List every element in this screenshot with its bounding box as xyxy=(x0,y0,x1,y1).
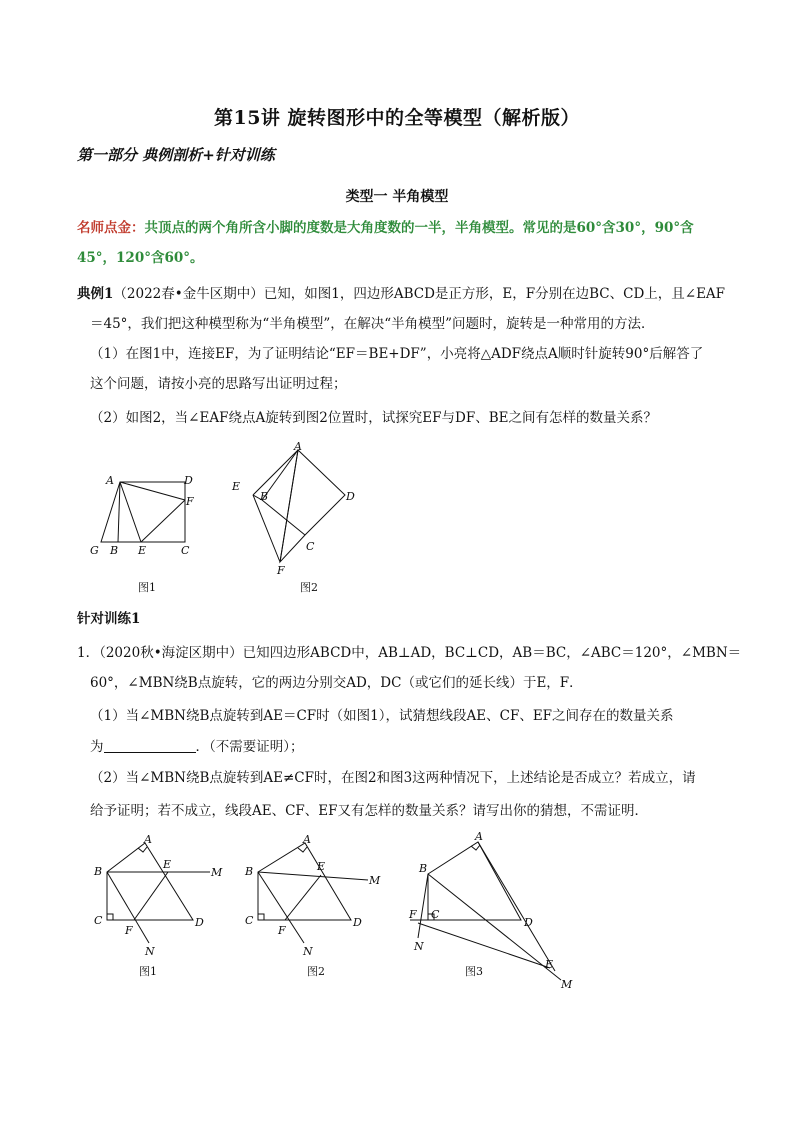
problem1-text-6: 给予证明；若不成立，线段AE、CF、EF又有怎样的数量关系？请写出你的猜想，不需证明． xyxy=(90,803,649,819)
example1-text-3: （1）在图1中，连接EF，为了证明结论“EF＝BE+DF”，小亮将△ADF绕点A顺时针旋转90°后解答了 xyxy=(90,346,704,362)
example1-line-1 xyxy=(77,284,725,304)
fig2-segment-ae xyxy=(253,450,298,495)
problem-fig1 xyxy=(93,833,223,978)
p-fig1-label-m: M xyxy=(211,866,223,879)
p-fig3-quadrilateral xyxy=(428,842,521,920)
example1-text-1: （2022春•金牛区期中）已知，如图1，四边形ABCD是正方形，E，F分别在边BC、CD上，且∠EAF xyxy=(113,286,726,302)
fig1-label-c: C xyxy=(181,544,190,557)
example-fig1 xyxy=(90,474,194,594)
problem1-text-1: 1．（2020秋•海淀区期中）已知四边形ABCD中，AB⊥AD，BC⊥CD，AB＝BC，∠ABC＝120°，∠MBN＝ xyxy=(77,645,742,661)
fig1-label-e: E xyxy=(138,544,147,557)
p-fig1-label-b: B xyxy=(94,865,103,878)
example1-text-5: （2）如图2，当∠EAF绕点A旋转到图2位置时，试探究EF与DF、BE之间有怎样的数量关系？ xyxy=(90,410,657,426)
example1-label: 典例1 xyxy=(77,286,114,302)
training-heading: 针对训练1 xyxy=(77,611,141,627)
p-fig3-ray-bm xyxy=(428,874,561,980)
fig2-segment-ef xyxy=(253,495,280,562)
p-fig1-quadrilateral xyxy=(107,843,193,920)
p-fig3-caption: 图3 xyxy=(465,965,483,978)
fig1-label-f: F xyxy=(186,495,194,508)
p-fig3-label-c: C xyxy=(431,908,440,921)
tip-text-2: 45°，120°含60°。 xyxy=(77,250,204,266)
p-fig1-label-d: D xyxy=(195,916,204,929)
p-fig3-label-d: D xyxy=(524,916,533,929)
fig1-segment-ef xyxy=(141,500,185,542)
fig2-label-c: C xyxy=(306,540,315,553)
p-fig1-caption: 图1 xyxy=(139,965,157,978)
fig2-label-d: D xyxy=(346,490,355,503)
problem-fig2 xyxy=(244,833,381,978)
fig1-caption: 图1 xyxy=(138,581,156,594)
p-fig2-label-b: B xyxy=(245,865,254,878)
p-fig2-label-f: F xyxy=(278,924,286,937)
fig1-segment-ab xyxy=(118,482,120,542)
p-fig2-right-angle-a xyxy=(298,847,307,852)
problem1-text-4-pre: 为 xyxy=(90,739,104,755)
p-fig1-label-e: E xyxy=(163,858,172,871)
part-heading: 第一部分 典例剖析+针对训练 xyxy=(77,146,275,164)
tip-line-1 xyxy=(77,218,694,238)
problem1-text-5: （2）当∠MBN绕B点旋转到AE≠CF时，在图2和图3这两种情况下，上述结论是否成立？若成立，请 xyxy=(90,770,696,786)
problem1-text-4-post: ．（不需要证明）； xyxy=(195,739,304,755)
example-fig2 xyxy=(231,440,355,594)
problem-figures xyxy=(85,828,595,993)
p-fig2-right-angle-c xyxy=(258,914,264,920)
fig1-label-b: B xyxy=(110,544,119,557)
p-fig2-label-n: N xyxy=(303,945,313,958)
tip-label: 名师点金： xyxy=(77,220,145,236)
example1-text-2: ＝45°，我们把这种模型称为“半角模型”，在解决“半角模型”问题时，旋转是一种常用的方法． xyxy=(90,316,655,332)
page-title: 第15讲 旋转图形中的全等模型（解析版） xyxy=(213,107,581,129)
p-fig2-label-m: M xyxy=(369,874,381,887)
problem1-text-2: 60°，∠MBN绕B点旋转，它的两边分别交AD，DC（或它们的延长线）于E，F． xyxy=(90,675,583,691)
fig2-caption: 图2 xyxy=(300,581,318,594)
p-fig3-label-b: B xyxy=(419,862,428,875)
p-fig2-ray-bm xyxy=(258,872,368,880)
p-fig3-ray-bn xyxy=(418,874,428,938)
p-fig2-label-d: D xyxy=(353,916,362,929)
problem-fig3 xyxy=(408,830,573,991)
fig1-segment-ae xyxy=(120,482,141,542)
p-fig3-label-e: E xyxy=(545,958,554,971)
problem1-line-4 xyxy=(90,737,304,757)
p-fig2-label-c: C xyxy=(245,914,254,927)
p-fig3-label-n: N xyxy=(414,940,424,953)
fig1-label-a: A xyxy=(106,474,114,487)
fig2-segment-bc xyxy=(262,500,305,535)
p-fig1-segment-ef xyxy=(134,872,168,920)
p-fig2-label-a: A xyxy=(303,833,311,846)
fig2-label-b: B xyxy=(260,490,269,503)
type-heading: 类型一 半角模型 xyxy=(345,189,449,205)
fig2-label-a: A xyxy=(294,440,302,453)
p-fig2-quadrilateral xyxy=(258,843,351,920)
p-fig1-right-angle-c xyxy=(107,914,113,920)
p-fig2-segment-ef xyxy=(285,875,321,920)
fig2-label-f: F xyxy=(277,564,285,577)
p-fig3-extension-ae xyxy=(478,842,555,971)
p-fig3-label-f: F xyxy=(409,908,417,921)
p-fig2-label-e: E xyxy=(317,860,326,873)
tip-text-1: 共顶点的两个角所含小脚的度数是大角度数的一半，半角模型。常见的是60°含30°，90°含 xyxy=(144,220,694,236)
p-fig1-label-a: A xyxy=(144,833,152,846)
p-fig2-caption: 图2 xyxy=(307,965,325,978)
fig1-segment-af xyxy=(120,482,185,500)
example1-text-4: 这个问题，请按小亮的思路写出证明过程； xyxy=(90,376,347,392)
example-figures xyxy=(80,440,380,605)
p-fig1-label-n: N xyxy=(145,945,155,958)
fig1-label-g: G xyxy=(90,544,99,557)
fig2-label-e: E xyxy=(232,480,241,493)
fig1-label-d: D xyxy=(184,474,193,487)
p-fig1-label-c: C xyxy=(94,914,103,927)
problem1-text-3: （1）当∠MBN绕B点旋转到AE＝CF时（如图1），试猜想线段AE、CF、EF之间存在的数量关系 xyxy=(90,708,674,724)
answer-blank xyxy=(104,738,196,753)
p-fig3-label-m: M xyxy=(561,978,573,991)
p-fig1-label-f: F xyxy=(125,924,133,937)
p-fig3-label-a: A xyxy=(475,830,483,843)
